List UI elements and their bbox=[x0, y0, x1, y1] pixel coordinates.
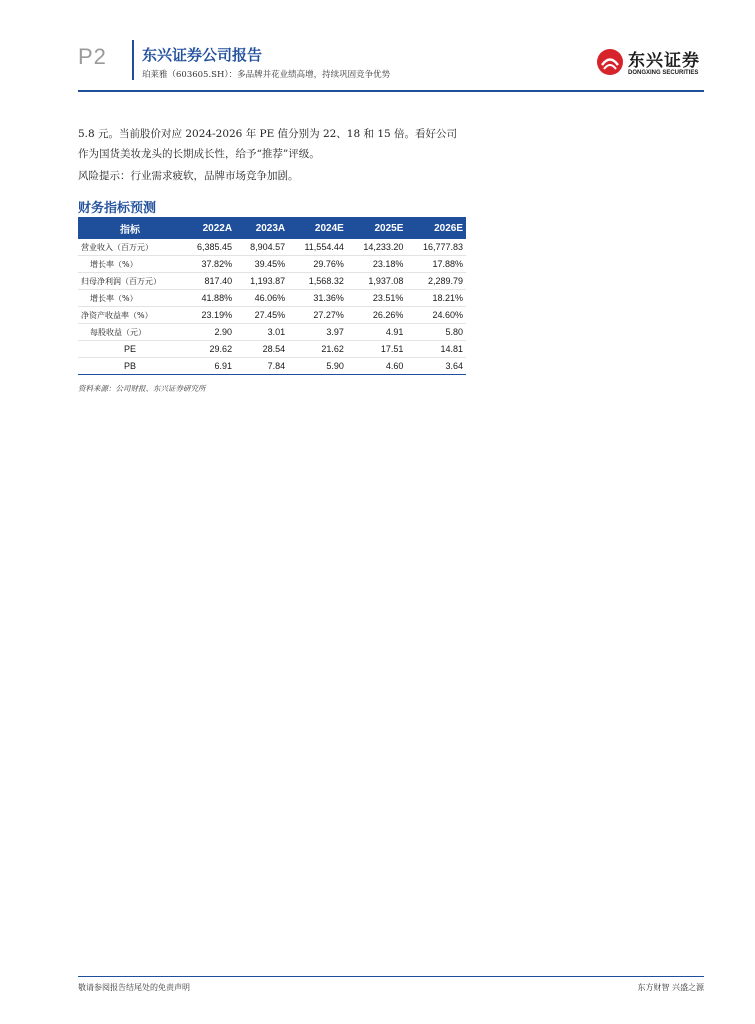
table-cell: 17.88% bbox=[406, 256, 466, 273]
table-cell: 1,193.87 bbox=[235, 273, 288, 290]
table-cell: 31.36% bbox=[288, 290, 347, 307]
valuation-paragraph bbox=[78, 124, 468, 164]
column-header: 2026E bbox=[406, 217, 466, 239]
table-cell: 14,233.20 bbox=[347, 239, 407, 256]
row-label: 净资产收益率（%） bbox=[78, 307, 182, 324]
table-cell: 16,777.83 bbox=[406, 239, 466, 256]
table-cell: 27.27% bbox=[288, 307, 347, 324]
table-row bbox=[78, 307, 466, 324]
disclaimer-note: 敬请参阅报告结尾处的免责声明 bbox=[78, 983, 190, 992]
row-label: 营业收入（百万元） bbox=[78, 239, 182, 256]
table-title: 财务指标预测 bbox=[78, 201, 157, 216]
table-cell: 41.88% bbox=[182, 290, 235, 307]
logo-text-cn: 东兴证券 bbox=[628, 51, 700, 71]
logo-text-en: DONGXING SECURITIES bbox=[628, 70, 699, 76]
table-cell: 6.91 bbox=[182, 358, 235, 375]
table-cell: 817.40 bbox=[182, 273, 235, 290]
table-cell: 6,385.45 bbox=[182, 239, 235, 256]
header-rule bbox=[78, 90, 704, 92]
table-row bbox=[78, 358, 466, 375]
table-cell: 46.06% bbox=[235, 290, 288, 307]
page-header bbox=[0, 0, 755, 100]
table-cell: 4.91 bbox=[347, 324, 407, 341]
table-cell: 8,904.57 bbox=[235, 239, 288, 256]
paragraph-line: 5.8 元。当前股价对应 2024-2026 年 PE 值分别为 22、18 和 15 倍。看好公司 bbox=[78, 128, 458, 140]
table-source-note: 资料来源：公司财报、东兴证券研究所 bbox=[78, 384, 206, 393]
row-label: PB bbox=[78, 358, 182, 375]
table-cell: 1,568.32 bbox=[288, 273, 347, 290]
table-cell: 17.51 bbox=[347, 341, 407, 358]
table-cell: 24.60% bbox=[406, 307, 466, 324]
table-cell: 5.90 bbox=[288, 358, 347, 375]
table-cell: 21.62 bbox=[288, 341, 347, 358]
header-divider bbox=[132, 40, 134, 80]
table-cell: 27.45% bbox=[235, 307, 288, 324]
table-cell: 7.84 bbox=[235, 358, 288, 375]
table-row bbox=[78, 324, 466, 341]
column-header: 2022A bbox=[182, 217, 235, 239]
column-header: 2025E bbox=[347, 217, 407, 239]
report-subtitle: 珀莱雅（603605.SH）：多品牌并花业绩高增，持续巩固竞争优势 bbox=[142, 70, 391, 80]
table-cell: 5.80 bbox=[406, 324, 466, 341]
table-row bbox=[78, 256, 466, 273]
table-cell: 29.62 bbox=[182, 341, 235, 358]
risk-note: 风险提示：行业需求疲软，品牌市场竞争加剧。 bbox=[78, 170, 299, 182]
table-cell: 1,937.08 bbox=[347, 273, 407, 290]
table-cell: 11,554.44 bbox=[288, 239, 347, 256]
column-header: 2024E bbox=[288, 217, 347, 239]
paragraph-line: 作为国货美妆龙头的长期成长性，给予“推荐”评级。 bbox=[78, 148, 320, 160]
report-title: 东兴证券公司报告 bbox=[142, 46, 263, 64]
table-cell: 29.76% bbox=[288, 256, 347, 273]
footer-rule bbox=[78, 976, 704, 977]
table-cell: 28.54 bbox=[235, 341, 288, 358]
table-cell: 23.18% bbox=[347, 256, 407, 273]
financial-forecast-table bbox=[78, 217, 466, 375]
table-cell: 3.01 bbox=[235, 324, 288, 341]
table-row bbox=[78, 290, 466, 307]
company-logo bbox=[596, 46, 716, 86]
table-cell: 3.64 bbox=[406, 358, 466, 375]
table-cell: 18.21% bbox=[406, 290, 466, 307]
table-cell: 23.51% bbox=[347, 290, 407, 307]
table-row bbox=[78, 239, 466, 256]
table-cell: 23.19% bbox=[182, 307, 235, 324]
table-cell: 2.90 bbox=[182, 324, 235, 341]
table-cell: 26.26% bbox=[347, 307, 407, 324]
row-label: 每股收益（元） bbox=[78, 324, 182, 341]
table-row bbox=[78, 341, 466, 358]
row-label: PE bbox=[78, 341, 182, 358]
column-header: 2023A bbox=[235, 217, 288, 239]
row-label: 归母净利润（百万元） bbox=[78, 273, 182, 290]
column-header: 指标 bbox=[78, 217, 182, 239]
logo-mark-icon bbox=[596, 48, 624, 76]
table-header-row bbox=[78, 217, 466, 239]
table-cell: 2,289.79 bbox=[406, 273, 466, 290]
table-cell: 4.60 bbox=[347, 358, 407, 375]
table-row bbox=[78, 273, 466, 290]
table-cell: 37.82% bbox=[182, 256, 235, 273]
row-label: 增长率（%） bbox=[78, 290, 182, 307]
row-label: 增长率（%） bbox=[78, 256, 182, 273]
footer-slogan: 东方财智 兴盛之源 bbox=[637, 983, 704, 992]
table-cell: 14.81 bbox=[406, 341, 466, 358]
page-number: P2 bbox=[78, 44, 107, 69]
table-cell: 3.97 bbox=[288, 324, 347, 341]
table-cell: 39.45% bbox=[235, 256, 288, 273]
